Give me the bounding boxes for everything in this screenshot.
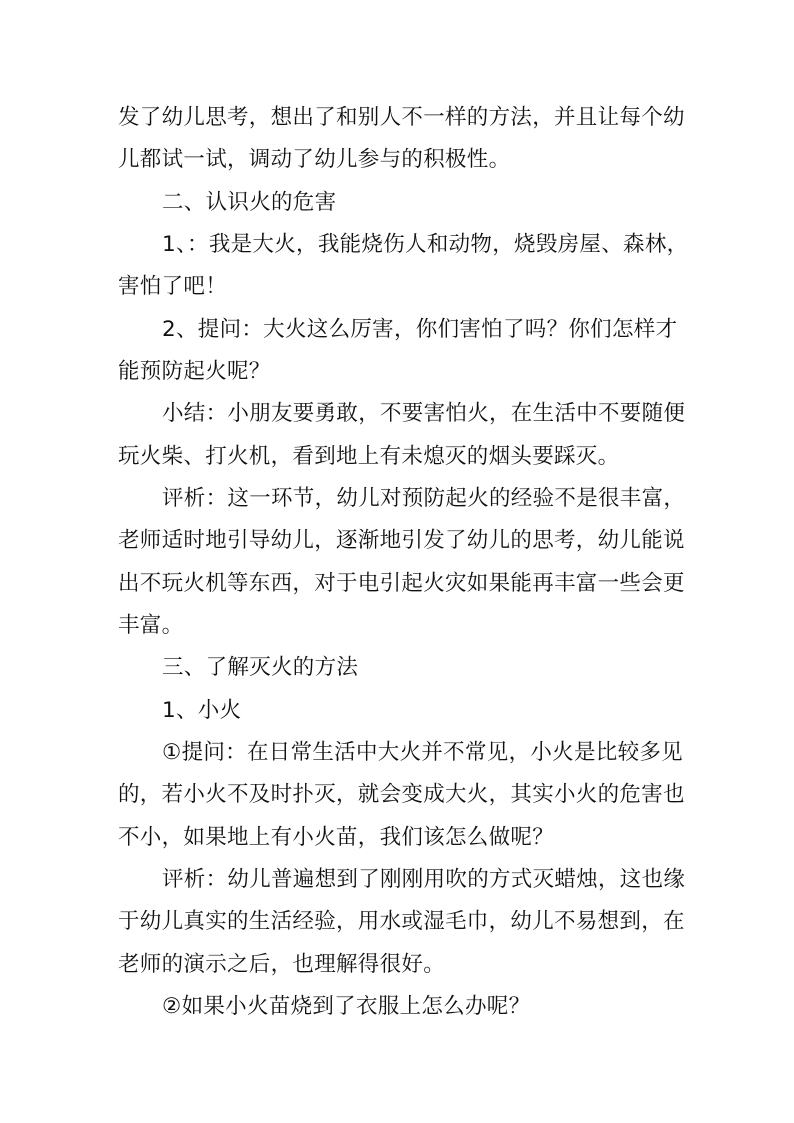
text-line: 的，若小火不及时扑灭，就会变成大火，其实小火的危害也 [118, 782, 685, 807]
text-line: 小结：小朋友要勇敢，不要害怕火，在生活中不要随便 [162, 401, 686, 426]
section-heading: 二、认识火的危害 [162, 190, 337, 215]
section-heading: 三、了解灭火的方法 [162, 655, 359, 680]
text-line: 于幼儿真实的生活经验，用水或湿毛巾，幼儿不易想到，在 [118, 909, 685, 934]
text-line: 害怕了吧！ [118, 274, 228, 299]
text-line: 出不玩火机等东西，对于电引起火灾如果能再丰富一些会更 [118, 571, 685, 596]
text-line: 能预防起火呢？ [118, 359, 271, 384]
text-line: ②如果小火苗烧到了衣服上怎么办呢？ [162, 994, 531, 1019]
text-line: 丰富。 [118, 613, 184, 638]
text-line: 老师适时地引导幼儿，逐渐地引发了幼儿的思考，幼儿能说 [118, 528, 685, 553]
text-line: 玩火柴、打火机，看到地上有未熄灭的烟头要踩灭。 [118, 444, 620, 469]
text-line: 不小，如果地上有小火苗，我们该怎么做呢？ [118, 825, 555, 850]
text-line: 发了幼儿思考，想出了和别人不一样的方法，并且让每个幼 [118, 105, 685, 130]
text-line: 1、：我是大火，我能烧伤人和动物，烧毁房屋、森林， [162, 232, 689, 257]
subsection-heading: 1、小火 [162, 698, 242, 723]
text-line: 老师的演示之后，也理解得很好。 [118, 952, 446, 977]
text-line: 评析：幼儿普遍想到了刚刚用吹的方式灭蜡烛，这也缘 [162, 867, 686, 892]
text-line: 儿都试一试，调动了幼儿参与的积极性。 [118, 147, 511, 172]
text-line: 2、提问：大火这么厉害，你们害怕了吗？你们怎样才 [162, 317, 678, 342]
text-line: 评析：这一环节，幼儿对预防起火的经验不是很丰富， [162, 486, 686, 511]
text-line: ①提问：在日常生活中大火并不常见，小火是比较多见 [162, 740, 683, 765]
